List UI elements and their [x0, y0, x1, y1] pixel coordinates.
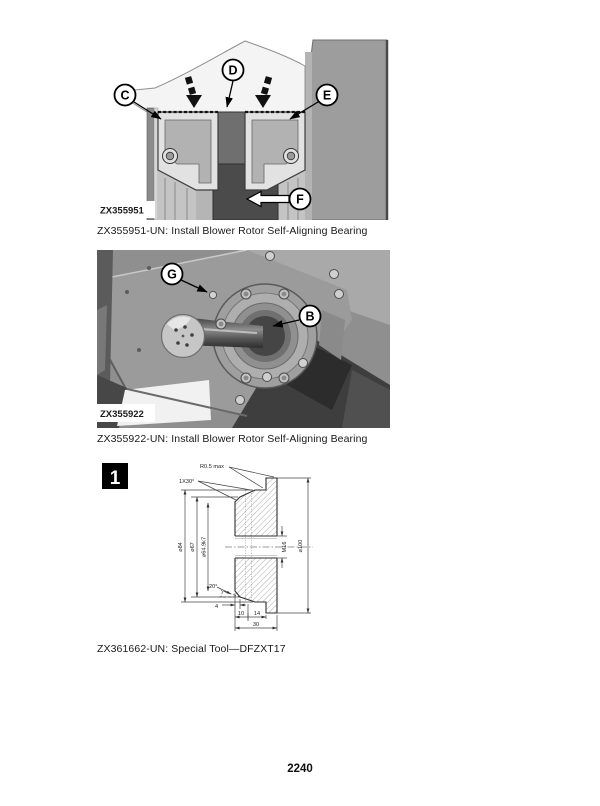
housing-artwork: [97, 38, 390, 220]
image-id-text: ZX355922: [100, 409, 144, 420]
callout-f-label: F: [296, 192, 304, 207]
dim-angle: 20°: [209, 584, 218, 590]
image-id-text: ZX355951: [100, 205, 144, 217]
figure-3-caption: ZX361662-UN: Special Tool—DFZXT17: [97, 643, 286, 655]
page-number: 2240: [287, 763, 313, 775]
callout-d: [223, 60, 244, 81]
callout-c: [115, 85, 136, 106]
figure-2-caption: ZX355922-UN: Install Blower Rotor Self-Aligning Bearing: [97, 433, 368, 445]
dim-dia84: ⌀84: [178, 542, 184, 552]
callout-b: [300, 306, 321, 327]
callout-c-label: C: [120, 88, 130, 103]
figure-special-tool-drawing: [95, 458, 325, 648]
dim-len14: 14: [253, 611, 261, 617]
figure-1-caption: ZX355951-UN: Install Blower Rotor Self-Aligning Bearing: [97, 225, 368, 237]
step-number: 1: [109, 468, 121, 489]
dim-len4: 4: [215, 604, 219, 610]
dim-radius: R0.5 max: [200, 464, 224, 470]
callout-e-label: E: [322, 88, 332, 103]
dim-dia649: ⌀64.9k7: [201, 536, 208, 558]
image-id-tag: [97, 404, 155, 422]
callout-e: [317, 85, 338, 106]
bearing-photo: [97, 250, 390, 428]
dim-dia100: ⌀100: [298, 539, 304, 553]
dim-len10: 10: [237, 611, 245, 617]
callout-f: [290, 189, 311, 210]
dim-len30: 30: [252, 622, 260, 628]
step-number-badge: [102, 463, 128, 489]
callout-g: [162, 264, 183, 285]
dim-dia67: ⌀67: [190, 542, 196, 552]
figure-install-bearing-drawing: [97, 38, 390, 220]
special-tool-drawing: [95, 458, 325, 648]
grease-fitting: [209, 291, 216, 298]
callout-b-label: B: [305, 309, 315, 324]
image-id-tag: [97, 201, 155, 218]
callout-d-label: D: [228, 63, 238, 78]
callout-g-label: G: [167, 267, 177, 282]
dim-thread: M16: [282, 541, 288, 553]
cross-section-drawing: [97, 38, 390, 220]
photo-artwork: [97, 250, 390, 428]
figure-install-bearing-photo: [97, 250, 390, 428]
dim-chamfer: 1X30°: [179, 479, 195, 485]
dimension-lines: [181, 467, 311, 631]
